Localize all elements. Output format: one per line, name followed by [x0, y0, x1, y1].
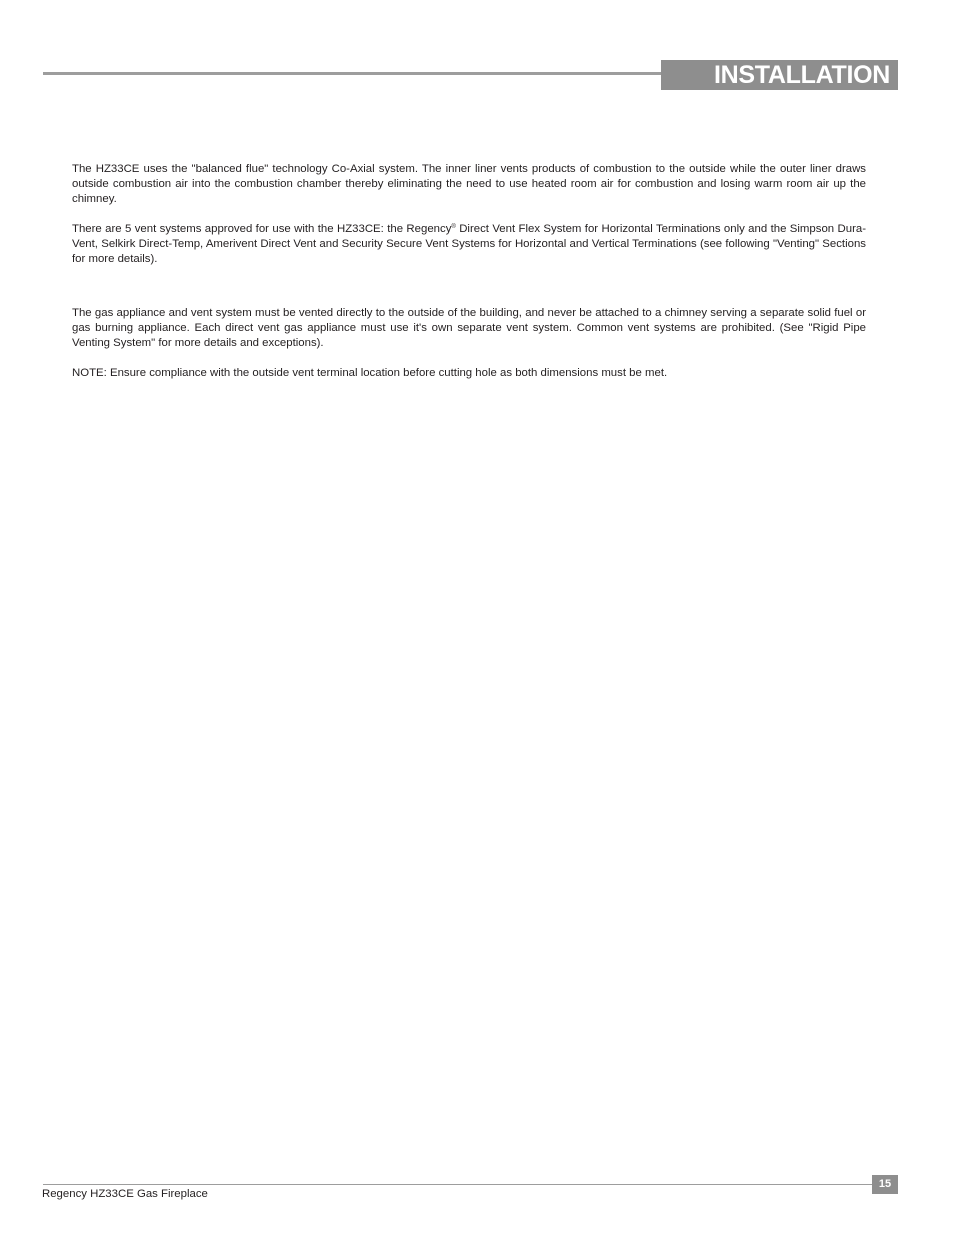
registered-mark: ®	[451, 224, 456, 230]
page-number: 15	[872, 1175, 898, 1194]
footer-rule	[43, 1184, 873, 1185]
section-gap	[72, 267, 866, 306]
page-content	[72, 162, 866, 381]
footer-document-title: Regency HZ33CE Gas Fireplace	[42, 1188, 208, 1200]
header-rule	[43, 72, 663, 75]
paragraph-vent-systems	[72, 222, 866, 267]
vent-systems-text-start: There are 5 vent systems approved for use with the HZ33CE: the Regency	[72, 223, 452, 235]
paragraph-balanced-flue: The HZ33CE uses the "balanced flue" technology Co-Axial system. The inner liner vents products of combustion to the outside while the outer liner draws outside combustion air into the combustion chamber thereby eliminating the need to use heated room air for combustion and losing warm room air up the chimney.	[72, 163, 866, 205]
section-header	[661, 60, 898, 90]
paragraph-venting-requirements: The gas appliance and vent system must be vented directly to the outside of the building, and never be attached to a chimney serving a separate solid fuel or gas burning appliance. Each direct vent gas appliance must use it's own separate vent system. Common vent systems are prohibited. (See "Rigid Pipe Venting System" for more details and exceptions).	[72, 307, 866, 349]
section-title: INSTALLATION	[713, 61, 890, 89]
vent-systems-text-end: Direct Vent Flex System for Horizontal Terminations only and the Simpson Dura-Vent, Selkirk Direct-Temp, Amerivent Direct Vent and Security Secure Vent Systems for Horizontal and Vertical Terminations (see following "Venting" Sections for more details).	[72, 223, 866, 265]
paragraph-note: NOTE: Ensure compliance with the outside vent terminal location before cutting hole as both dimensions must be met.	[72, 367, 668, 379]
